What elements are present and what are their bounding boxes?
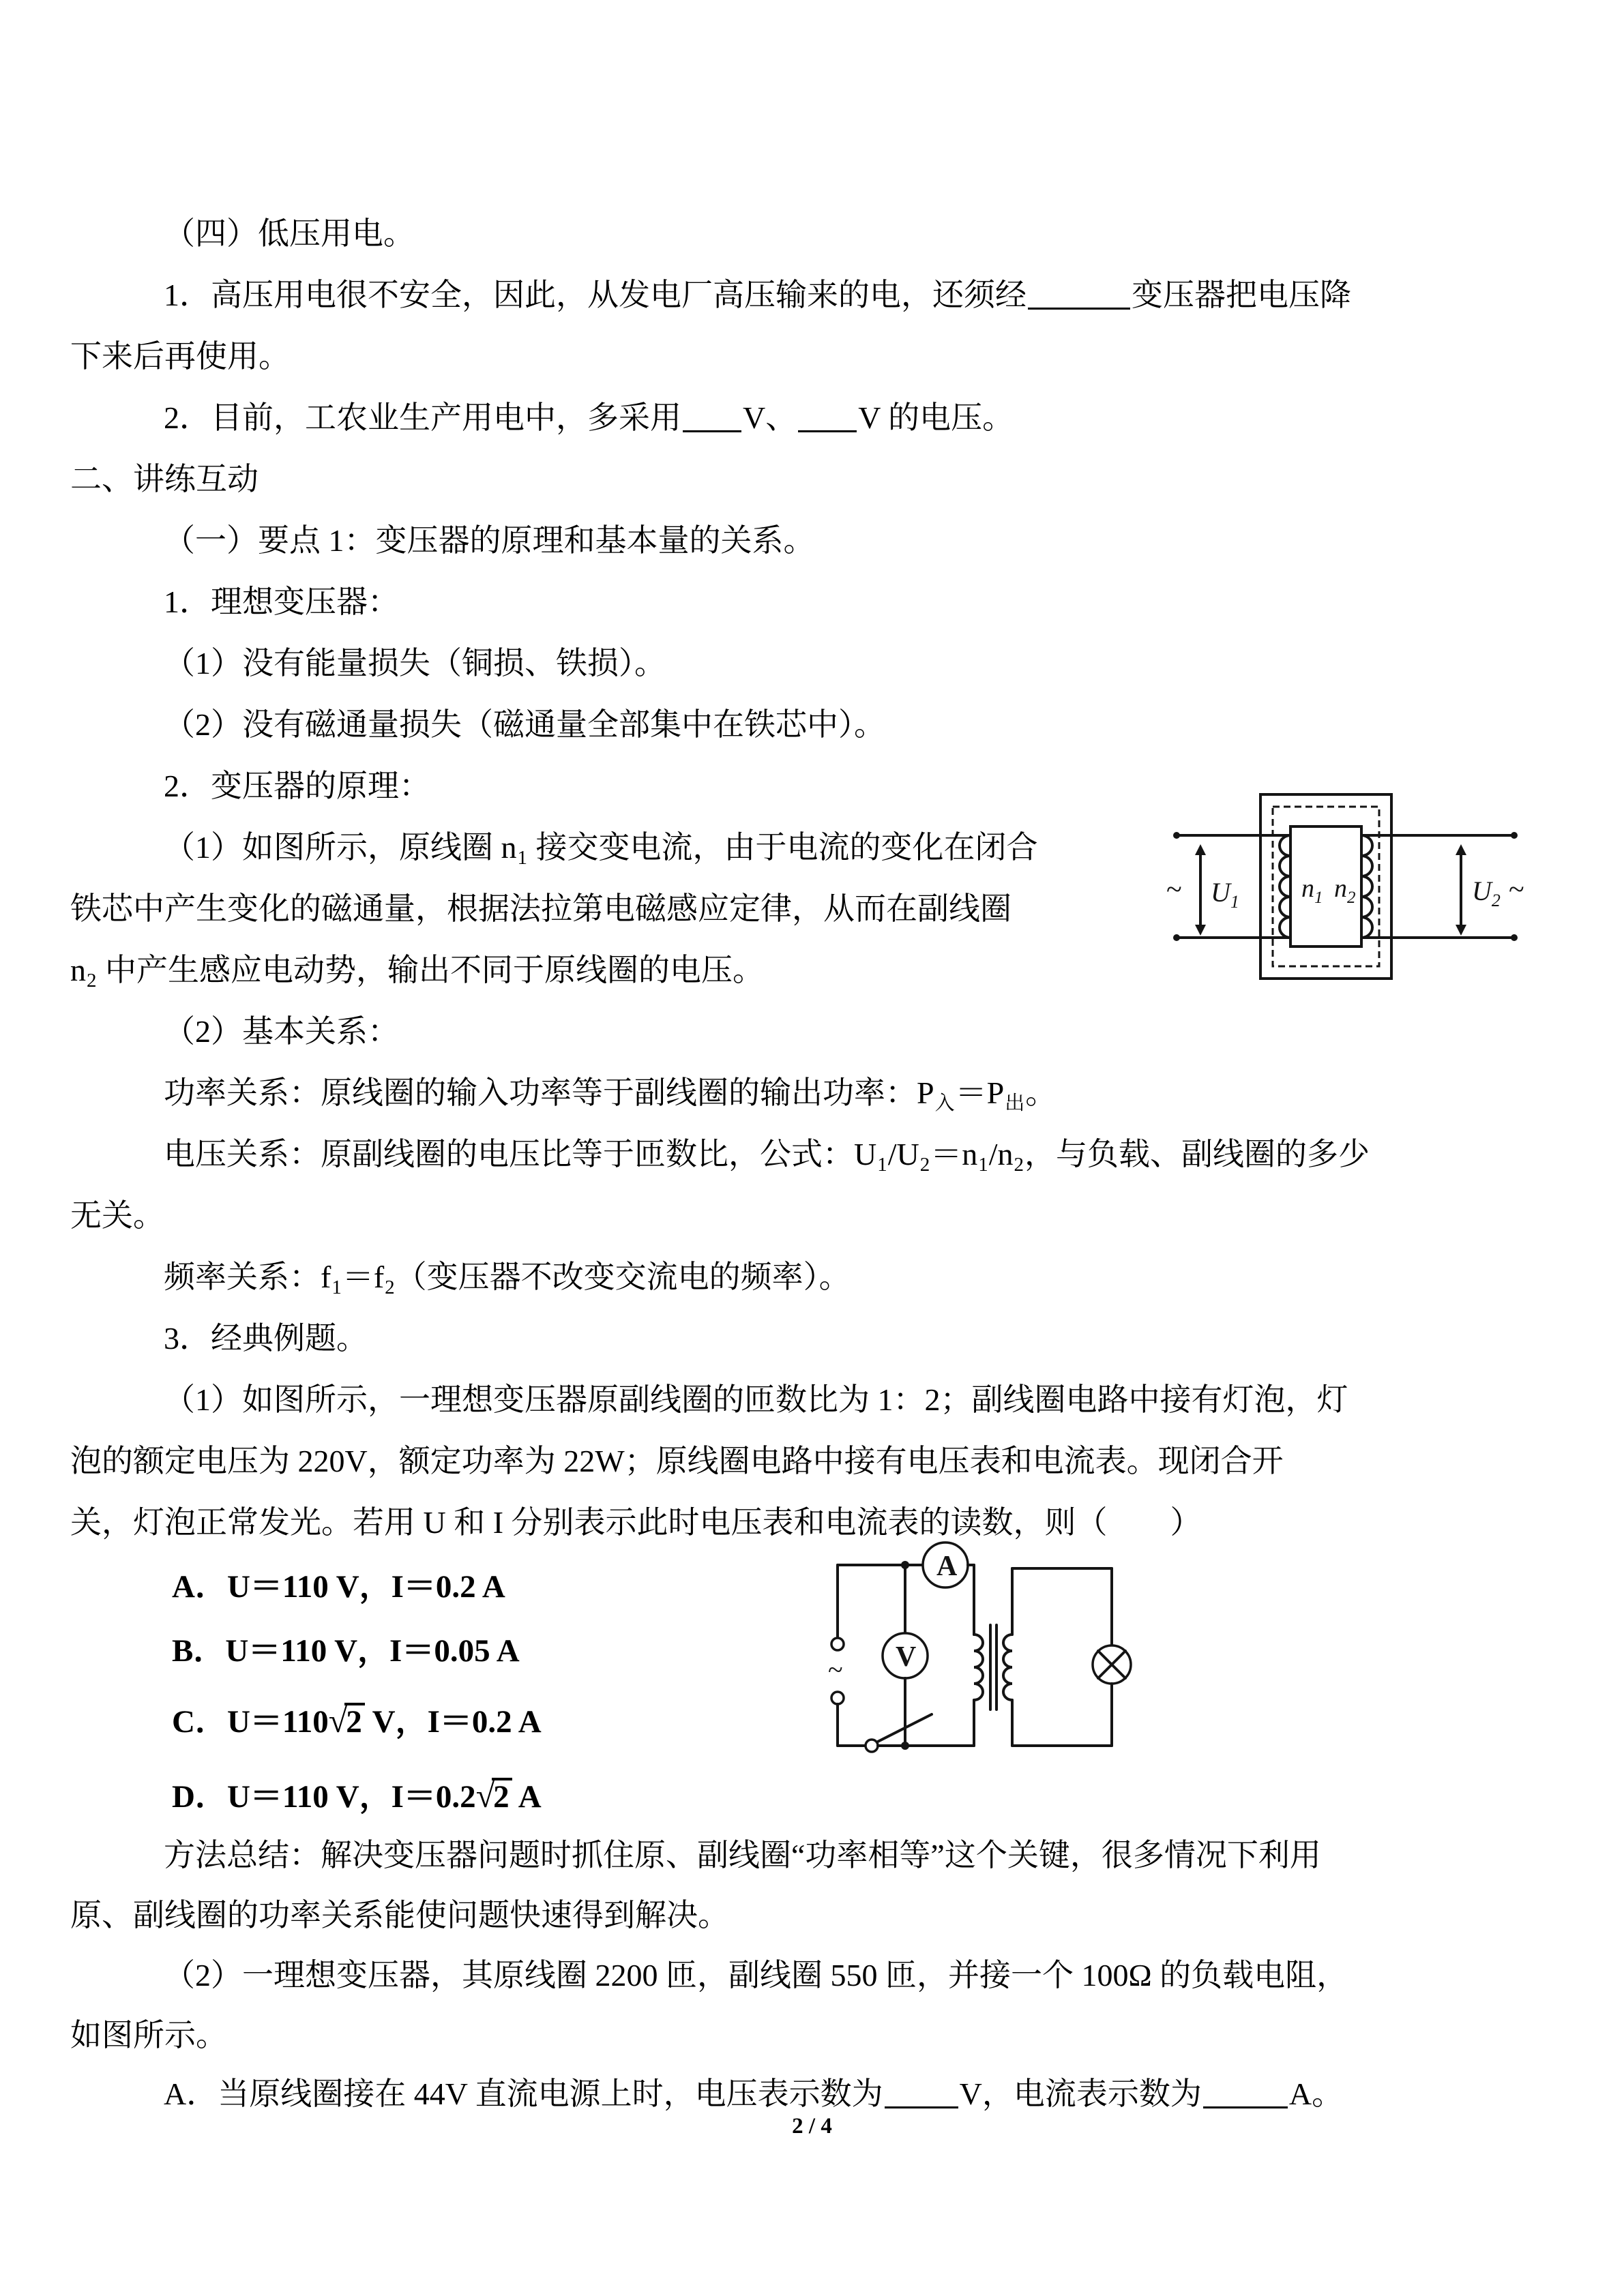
subscript: 1 [517,847,527,869]
option-a [172,1566,505,1608]
text-run: D．U＝110 V，I＝0.2 [172,1779,476,1815]
text-run: 功率关系：原线圈的输入功率等于副线圈的输出功率：P [164,1075,934,1110]
text-run: B．U＝110 V，I＝0.05 A [172,1633,520,1669]
square-root: √2 [329,1704,365,1740]
text-run: 3．经典例题。 [164,1321,368,1356]
subscript: 2 [1014,1154,1024,1176]
text-run: 二、讲练互动 [70,462,259,496]
answer-blank [1203,2101,1288,2108]
ac-source-symbol: ~ [828,1654,843,1685]
text-run: （2）一理想变压器，其原线圈 2200 匝，副线圈 550 匝，并接一个 100Ω 的负载电阻， [164,1958,1348,1993]
text-run: ，与负载、副线圈的多少 [1024,1137,1370,1172]
text-run: ＝P [955,1075,1005,1110]
text-run: （四）低压用电。 [164,216,415,251]
circuit-primary-coil [974,1635,983,1700]
text-run: A．当原线圈接在 44V 直流电源上时，电压表示数为 [164,2076,883,2111]
answer-blank [683,425,741,432]
principle-line-2 [70,888,1012,930]
secondary-coil-label: $n_2$ [1334,874,1356,907]
option-c [172,1699,542,1743]
text-run: C．U＝110 [172,1704,329,1740]
left-ac-symbol: ~ [1166,874,1182,906]
text-run: （变压器不改变交流电的频率）。 [395,1259,851,1294]
text-run: 2．变压器的原理： [164,769,430,803]
option-d [172,1774,542,1818]
text-run: 接交变电流，由于电流的变化在闭合 [528,830,1038,865]
answer-blank [885,2101,958,2108]
left-voltage-label: $U_1$ [1211,877,1239,912]
section-2-heading [70,458,259,501]
text-run: A．U＝110 V，I＝0.2 A [172,1569,505,1605]
example-2-line-2 [70,2014,227,2057]
text-run: 。 [1025,1075,1057,1110]
text-run: （2）没有磁通量损失（磁通量全部集中在铁芯中）。 [164,707,885,742]
text-run: V、 [743,400,797,435]
source-terminal-top [831,1638,844,1650]
method-summary-line-2 [70,1894,729,1937]
principle-heading [164,765,430,807]
answer-blank [798,425,857,432]
method-summary-line-1 [164,1834,1321,1877]
text-run: 变压器把电压降 [1132,278,1351,312]
text-run: /n [988,1137,1014,1172]
text-run: A [512,1779,542,1815]
power-relation [164,1072,1057,1124]
basic-relations-heading [164,1011,399,1053]
text-run: 方法总结：解决变压器问题时抓住原、副线圈“功率相等”这个关键，很多情况下利用 [164,1838,1321,1873]
right-ac-symbol: ~ [1509,874,1524,906]
text-run: 关，灯泡正常发光。若用 U 和 I 分别表示此时电压表和电流表的读数，则（ ） [70,1505,1202,1540]
item-2-voltage-blanks [164,397,1014,439]
text-run: 铁芯中产生变化的磁通量，根据法拉第电磁感应定律，从而在副线圈 [70,891,1012,926]
item-1-continuation [70,336,290,378]
text-run: ＝n [930,1137,978,1172]
subscript: 1 [331,1277,342,1298]
text-run: 下来后再使用。 [70,339,290,374]
subscript: 2 [87,970,97,992]
example-1-line-2 [70,1440,1284,1482]
example-circuit-figure [778,1534,1228,1759]
text-run: （1）如图所示，一理想变压器原副线圈的匝数比为 1：2；副线圈电路中接有灯泡，灯 [164,1382,1348,1417]
example-2-question-a [164,2073,1343,2115]
text-run: A。 [1288,2076,1344,2111]
ideal-transformer-heading [164,581,399,623]
section-4-heading [164,213,415,255]
text-run: /U [887,1137,919,1172]
text-run: V 的电压。 [858,400,1014,435]
square-root: √2 [476,1779,512,1815]
classic-examples-heading [164,1317,368,1360]
principle-line-3 [70,949,764,1002]
voltage-relation-continuation [70,1195,164,1237]
text-run: 原、副线圈的功率关系能使问题快速得到解决。 [70,1898,729,1933]
keypoint-1-heading [164,520,815,562]
text-run: 1．高压用电很不安全，因此，从发电厂高压输来的电，还须经 [164,278,1027,312]
subscript: 1 [978,1154,988,1176]
text-run: 无关。 [70,1198,164,1233]
subscript: 2 [919,1154,930,1176]
text-run: 1．理想变压器： [164,584,399,619]
text-run: （1）如图所示，原线圈 n [164,830,517,865]
source-terminal-bottom [831,1692,844,1704]
principle-line-1 [164,826,1038,879]
circuit-secondary-coil [1003,1635,1012,1700]
svg-text:A: A [936,1551,958,1582]
voltage-relation [164,1133,1370,1186]
right-voltage-label: $U_2$ [1472,876,1501,910]
example-1-line-1 [164,1379,1348,1421]
text-run: （一）要点 1：变压器的原理和基本量的关系。 [164,523,815,558]
text-run: V，电流表示数为 [959,2076,1202,2111]
text-run: ＝f [342,1259,385,1294]
text-run: （1）没有能量损失（铜损、铁损）。 [164,646,666,681]
text-run: 频率关系：f [164,1259,331,1294]
text-run: 电压关系：原副线圈的电压比等于匝数比，公式：U [164,1137,877,1172]
text-run: 如图所示。 [70,2018,227,2053]
primary-coil-label: $n_1$ [1301,874,1323,907]
option-b [172,1630,520,1672]
text-run: 中产生感应电动势，输出不同于原线圈的电压。 [97,953,764,987]
subscript: 1 [877,1154,887,1176]
page-number: 2 / 4 [792,2114,832,2138]
text-run: 2．目前，工农业生产用电中，多采用 [164,400,681,435]
text-run: n [70,953,86,987]
flux-dashed-outline [1273,807,1379,966]
text-run: 泡的额定电压为 220V，额定功率为 22W；原线圈电路中接有电压表和电流表。现闭合开 [70,1444,1284,1478]
item-1-high-voltage [164,274,1351,316]
text-run: V，I＝0.2 A [364,1704,542,1740]
example-2-line-1 [164,1954,1348,1997]
subscript: 2 [385,1277,395,1298]
frequency-relation [164,1256,851,1309]
subscript: 入 [934,1092,955,1114]
switch-pivot [866,1740,878,1752]
ideal-point-2 [164,704,885,746]
svg-text:V: V [896,1641,917,1673]
ideal-point-1 [164,642,666,685]
text-run: （2）基本关系： [164,1014,399,1049]
transformer-figure [1146,771,1555,996]
answer-blank [1028,302,1130,310]
subscript: 出 [1005,1092,1025,1114]
